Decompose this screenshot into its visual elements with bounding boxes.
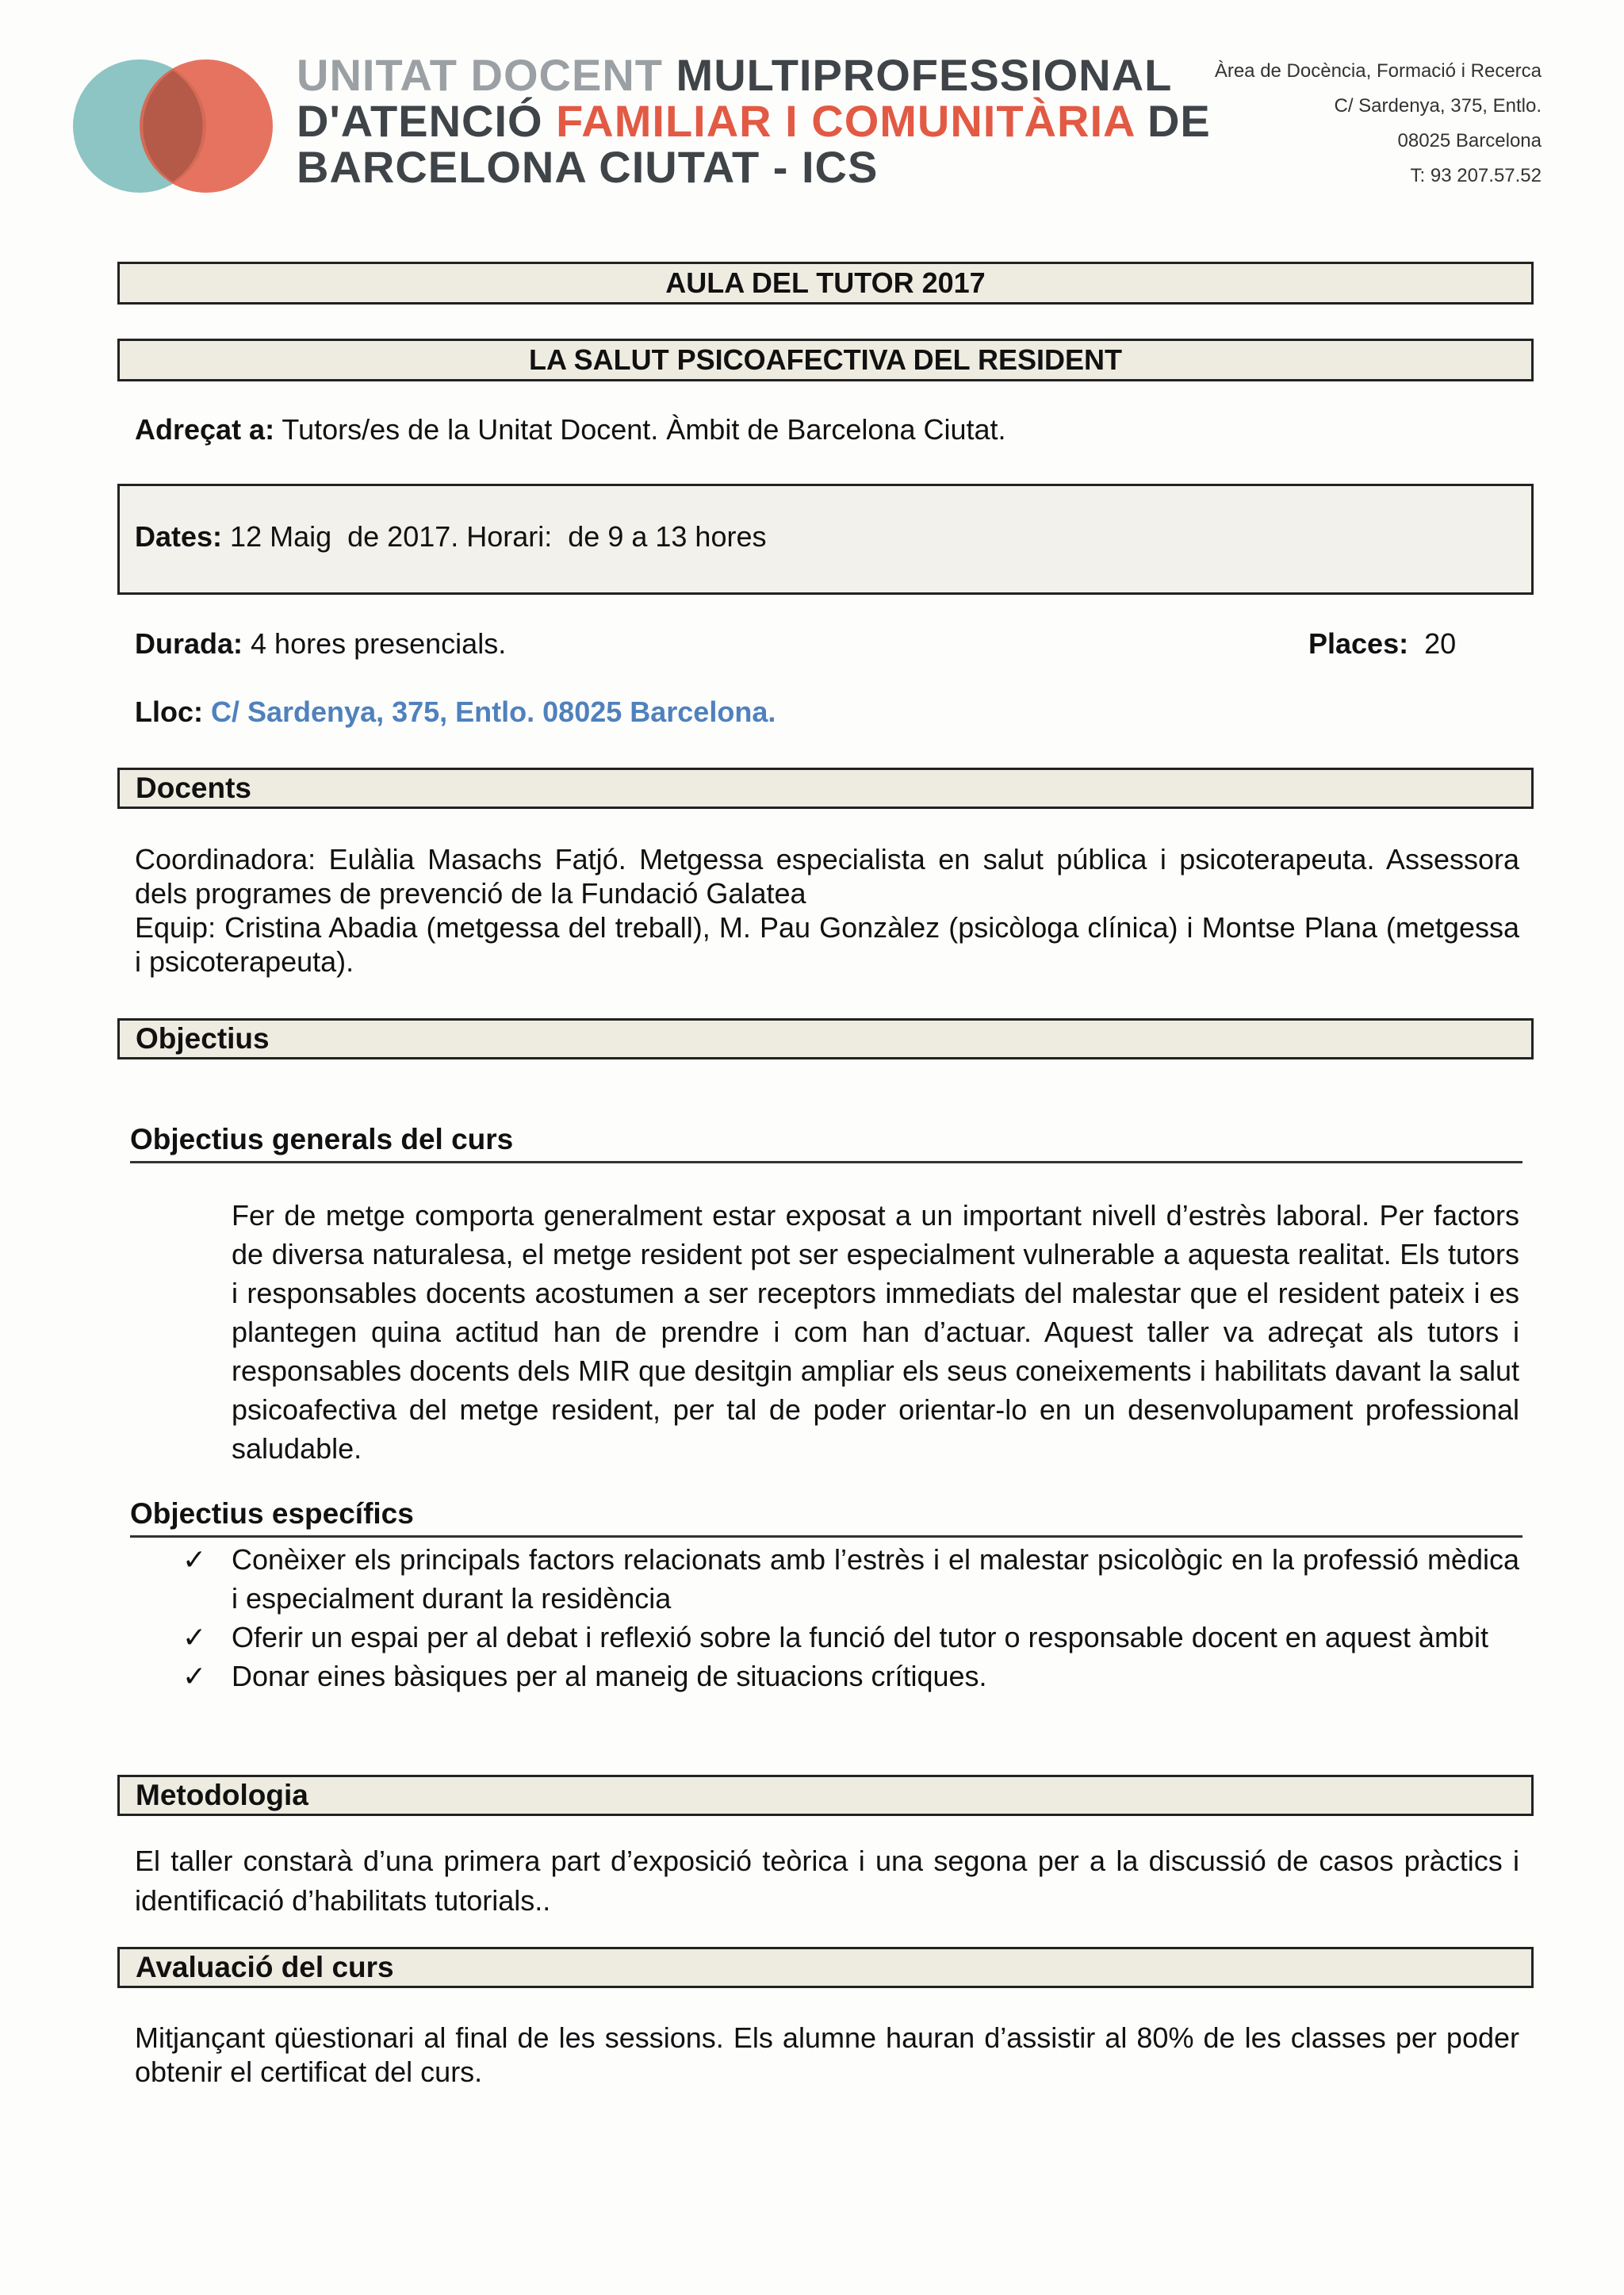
list-item (179, 1657, 1519, 1695)
header-address (1129, 54, 1542, 193)
places-value: 20 (1408, 627, 1457, 660)
logo (70, 49, 1211, 200)
specific-objectives-list (179, 1540, 1519, 1695)
logo-line2-dark: D'ATENCIÓ (297, 96, 543, 146)
location-label: Lloc: (135, 695, 203, 728)
logo-line2-end: DE (1147, 96, 1211, 146)
address-line: C/ Sardenya, 375, Entlo. (1334, 95, 1542, 117)
dates-label: Dates: (135, 520, 223, 553)
docents-team: Equip: Cristina Abadia (metgessa del treball), M. Pau Gonzàlez (psicòloga clínica) i Montse Plana (metgessa i psicoterapeuta). (135, 911, 1519, 978)
avaluacio-text: Mitjançant qüestionari al final de les sessions. Els alumne hauran d’assistir al 80% de les classes per poder obtenir el certificat del curs. (135, 2021, 1519, 2088)
list-item-text: Donar eines bàsiques per al maneig de situacions crítiques. (232, 1660, 987, 1692)
logo-line2-red: FAMILIAR I COMUNITÀRIA (556, 96, 1135, 146)
addressed-to (135, 412, 1006, 447)
course-title: LA SALUT PSICOAFECTIVA DEL RESIDENT (117, 339, 1534, 381)
checkmark-icon: ✓ (182, 1660, 207, 1692)
list-item (179, 1540, 1519, 1618)
places-label: Places: (1308, 627, 1409, 660)
list-item-text: Conèixer els principals factors relacionats amb l’estrès i el malestar psicològic en la professió mèdica i especialment durant la residència (232, 1543, 1519, 1615)
dates-box (117, 484, 1534, 595)
checkmark-icon: ✓ (182, 1621, 207, 1653)
general-objectives-text: Fer de metge comporta generalment estar exposat a un important nivell d’estrès laboral. Per factors de diversa naturalesa, el metge resident pot ser especialment vulnerable a aquesta realitat. Els tutors i responsables docents acostumen a ser receptors immediats del malestar que el resident pateix i es plantegen quina actitud han de prendre i com han d’actuar. Aquest taller va adreçat als tutors i responsables docents dels MIR que desitgin ampliar els seus coneixements i habilitats davant la salut psicoafectiva del metge resident, per tal de poder orientar-lo en un desenvolupament professional saludable. (232, 1199, 1519, 1465)
general-objectives-heading: Objectius generals del curs (130, 1121, 1522, 1163)
addressed-value: Tutors/es de la Unitat Docent. Àmbit de Barcelona Ciutat. (274, 413, 1006, 446)
duration-value: 4 hores presencials. (243, 627, 507, 660)
address-line: 08025 Barcelona (1397, 130, 1542, 151)
section-metodologia-heading: Metodologia (117, 1775, 1534, 1816)
address-line: Àrea de Docència, Formació i Recerca (1214, 60, 1542, 82)
places (1308, 626, 1456, 661)
section-avaluacio-heading: Avaluació del curs (117, 1947, 1534, 1988)
logo-circles-icon (70, 59, 276, 193)
location (135, 695, 776, 730)
list-item-text: Oferir un espai per al debat i reflexió sobre la funció del tutor o responsable docent en aquest àmbit (232, 1621, 1488, 1653)
logo-wordmark (297, 50, 1211, 192)
location-link[interactable]: C/ Sardenya, 375, Entlo. 08025 Barcelona. (203, 695, 776, 728)
checkmark-icon: ✓ (182, 1543, 207, 1576)
logo-line1-gray: UNITAT DOCENT (297, 50, 663, 100)
course-series-title: AULA DEL TUTOR 2017 (117, 262, 1534, 305)
duration (135, 626, 506, 661)
addressed-label: Adreçat a: (135, 413, 275, 446)
address-line: T: 93 207.57.52 (1410, 165, 1542, 186)
section-docents-heading: Docents (117, 768, 1534, 809)
dates-line (135, 519, 766, 554)
specific-objectives-heading: Objectius específics (130, 1496, 1522, 1538)
duration-label: Durada: (135, 627, 243, 660)
logo-line3: BARCELONA CIUTAT - ICS (297, 142, 879, 192)
dates-value: 12 Maig de 2017. Horari: de 9 a 13 hores (222, 520, 767, 553)
docents-coordinator: Coordinadora: Eulàlia Masachs Fatjó. Metgessa especialista en salut pública i psicoterapeuta. Assessora dels programes de prevenció de la Fundació Galatea (135, 843, 1519, 910)
list-item (179, 1618, 1519, 1657)
docents-text (135, 842, 1519, 979)
metodologia-text: El taller constarà d’una primera part d’exposició teòrica i una segona per a la discussió de casos pràctics i identificació d’habilitats tutorials.. (135, 1845, 1519, 1917)
section-objectius-heading: Objectius (117, 1018, 1534, 1059)
logo-line1-dark: MULTIPROFESSIONAL (676, 50, 1173, 100)
